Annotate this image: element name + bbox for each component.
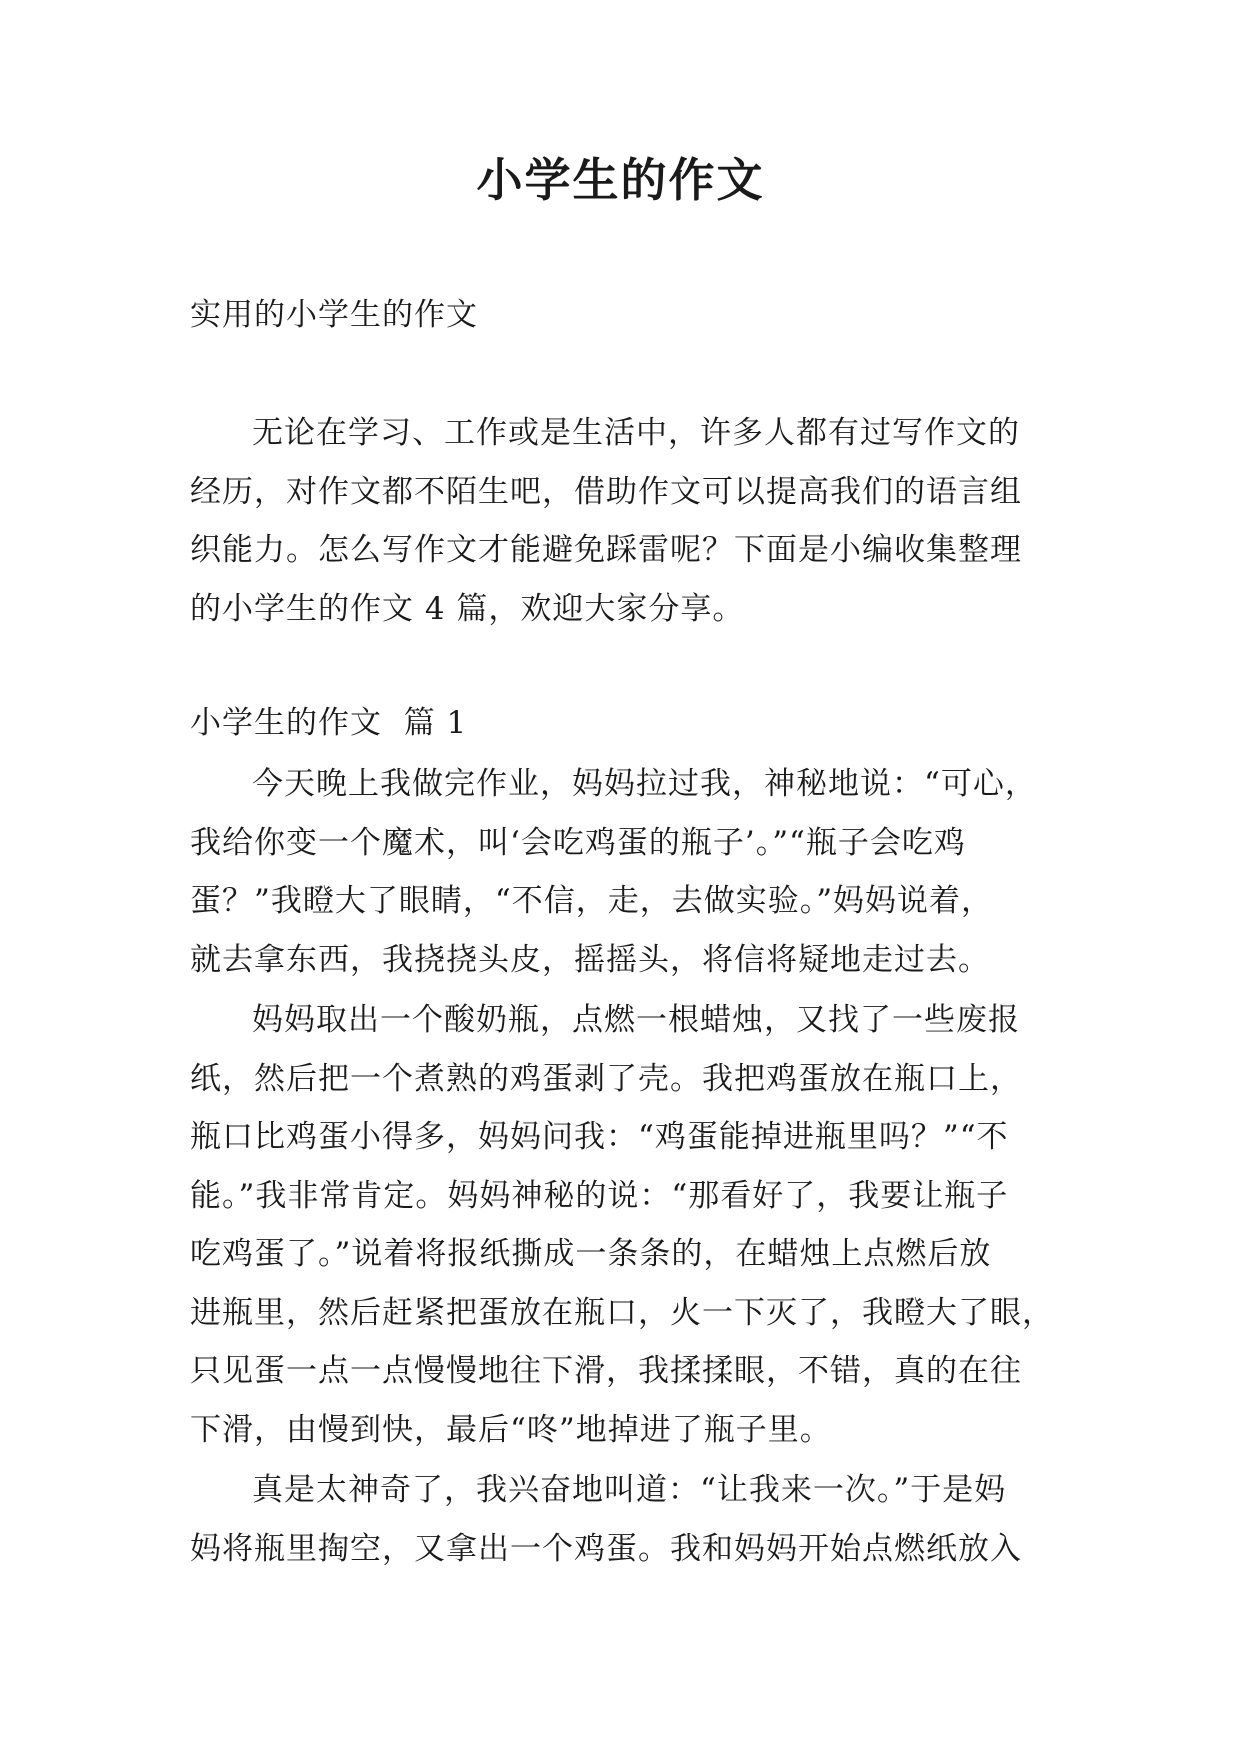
paragraph-line: 只见蛋一点一点慢慢地往下滑，我揉揉眼，不错，真的在往 [190, 1353, 1022, 1389]
paragraph-line: 就去拿东西，我挠挠头皮，摇摇头，将信将疑地走过去。 [190, 941, 990, 978]
body-paragraph-1 [190, 755, 1060, 989]
body-paragraph-2 [190, 991, 1060, 1459]
paragraph-line: 妈将瓶里掏空，又拿出一个鸡蛋。我和妈妈开始点燃纸放入 [190, 1530, 1022, 1567]
paragraph-line: 蛋？”我瞪大了眼睛，“不信，走，去做实验。”妈妈说着， [190, 883, 994, 919]
paragraph-line: 下滑，由慢到快，最后“咚”地掉进了瓶子里。 [190, 1411, 832, 1448]
intro-line: 无论在学习、工作或是生活中，许多人都有过写作文的 [252, 415, 1020, 451]
paragraph-line: 妈妈取出一个酸奶瓶，点燃一根蜡烛，又找了一些废报 [252, 1002, 1020, 1038]
document-subtitle: 实用的小学生的作文 [190, 297, 478, 333]
intro-line: 经历，对作文都不陌生吧，借助作文可以提高我们的语言组 [190, 473, 1022, 510]
section-heading: 小学生的作文 篇 1 [190, 705, 468, 741]
document-title: 小学生的作文 [476, 153, 765, 207]
paragraph-line: 瓶口比鸡蛋小得多，妈妈问我：“鸡蛋能掉进瓶里吗？”“不 [190, 1119, 1009, 1155]
paragraph-line: 进瓶里，然后赶紧把蛋放在瓶口，火一下灭了，我瞪大了眼， [190, 1294, 1054, 1331]
paragraph-line: 能。”我非常肯定。妈妈神秘的说：“那看好了，我要让瓶子 [190, 1177, 1009, 1214]
paragraph-line: 真是太神奇了，我兴奋地叫道：“让我来一次。”于是妈 [252, 1472, 1007, 1508]
intro-paragraph [190, 404, 1060, 638]
paragraph-line: 今天晚上我做完作业，妈妈拉过我，神秘地说：“可心， [252, 766, 1037, 802]
body-paragraph-3 [190, 1461, 1060, 1578]
intro-line: 织能力。怎么写作文才能避免踩雷呢？下面是小编收集整理 [190, 532, 1022, 568]
paragraph-line: 纸，然后把一个煮熟的鸡蛋剥了壳。我把鸡蛋放在瓶口上， [190, 1060, 1022, 1097]
intro-line: 的小学生的作文 4 篇，欢迎大家分享。 [190, 590, 745, 627]
paragraph-line: 吃鸡蛋了。”说着将报纸撕成一条条的，在蜡烛上点燃后放 [190, 1236, 992, 1272]
paragraph-line: 我给你变一个魔术，叫‘会吃鸡蛋的瓶子’。”“瓶子会吃鸡 [190, 824, 966, 861]
